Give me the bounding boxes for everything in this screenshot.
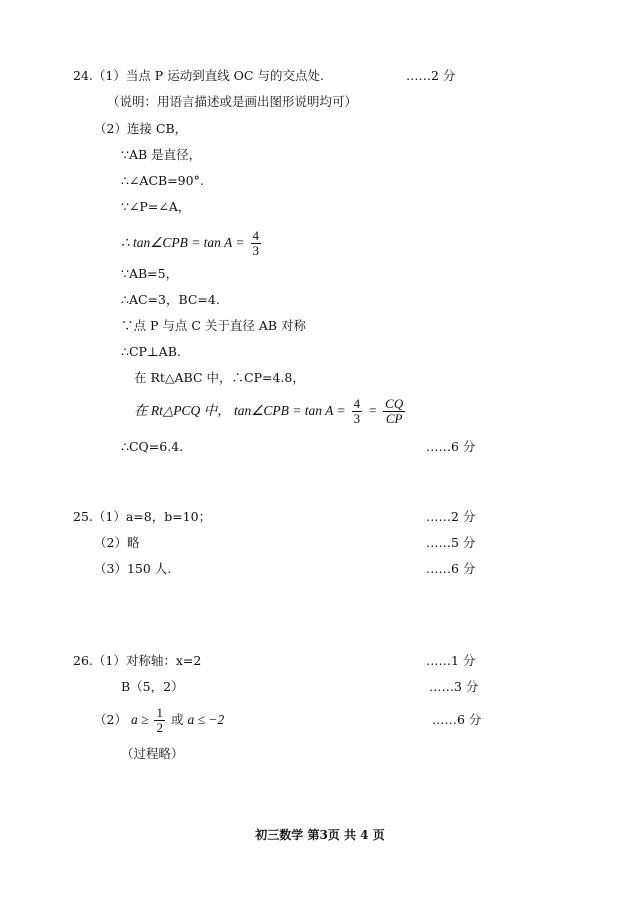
q25-part2-line: （2）略 — [94, 535, 140, 550]
fraction-numerator: 4 — [353, 396, 361, 411]
fraction-numerator: CQ — [385, 396, 404, 411]
q24-step-4 — [121, 228, 263, 258]
page-footer: 初三数学 第3页 共 4 页 — [255, 828, 385, 842]
fraction-denominator: CP — [385, 411, 403, 426]
equals-sign: = — [368, 403, 378, 418]
q26-part1-score: ……1 分 — [426, 653, 476, 668]
q24-step-2: ∴∠ACB=90°. — [121, 173, 204, 188]
fraction-numerator: 1 — [156, 705, 163, 720]
q26-process-omitted: （过程略） — [121, 746, 184, 761]
q26-point-b: B（5，2） — [121, 679, 184, 694]
q26-part2-line — [94, 704, 224, 736]
q24-step-11: ∴CQ=6.4. — [121, 439, 184, 454]
q24-part1-score: ……2 分 — [406, 68, 456, 83]
q24-step-9: 在 Rt△ABC 中，∴CP=4.8， — [134, 370, 305, 385]
q24-step-7: ∵点 P 与点 C 关于直径 AB 对称 — [121, 318, 307, 333]
q25-part3-line: （3）150 人. — [94, 561, 172, 576]
q26-part2-label: （2） — [94, 712, 127, 727]
q24-step-4-expr: ∴ tan∠CPB = tan A = — [121, 235, 245, 250]
q24-step-3: ∵∠P=∠A， — [121, 199, 191, 214]
q24-step-10 — [134, 395, 407, 427]
q24-part1-note: （说明：用语言描述或是画出图形说明均可） — [107, 94, 358, 109]
q24-part1-line: 24.（1）当点 P 运动到直线 OC 与的交点处. — [73, 68, 324, 83]
fraction-denominator: 3 — [252, 243, 260, 258]
q26-part2-score: ……6 分 — [432, 712, 482, 727]
q25-part1-line: 25.（1）a=8，b=10； — [73, 509, 212, 524]
fraction-4-3 — [251, 229, 262, 258]
inequality-upper: a ≤ −2 — [187, 712, 225, 727]
fraction-denominator: 3 — [353, 411, 361, 426]
q24-step-5: ∵AB=5， — [121, 266, 179, 281]
q24-step-10-expr: 在 Rt△PCQ 中， tan∠CPB = tan A = — [134, 403, 346, 418]
q25-part1-score: ……2 分 — [426, 509, 476, 524]
fraction-one-half — [154, 706, 165, 735]
q25-part3-score: ……6 分 — [426, 561, 476, 576]
q24-step-8: ∴CP⊥AB. — [121, 344, 181, 359]
or-word: 或 — [170, 712, 184, 727]
q24-part2-score: ……6 分 — [426, 439, 476, 454]
q26-part1-line: 26.（1）对称轴：x=2 — [73, 653, 202, 668]
fraction-denominator: 2 — [156, 720, 163, 735]
q24-step-1: ∵AB 是直径， — [121, 147, 202, 162]
q25-part2-score: ……5 分 — [426, 535, 476, 550]
fraction-4-3-b — [352, 397, 363, 426]
q24-step-6: ∴AC=3，BC=4. — [121, 292, 220, 307]
inequality-lower: a ≥ — [130, 712, 149, 727]
q24-part2-heading: （2）连接 CB， — [94, 121, 188, 136]
q26-point-b-score: ……3 分 — [429, 679, 479, 694]
fraction-numerator: 4 — [252, 228, 260, 243]
fraction-cq-cp — [383, 397, 405, 426]
